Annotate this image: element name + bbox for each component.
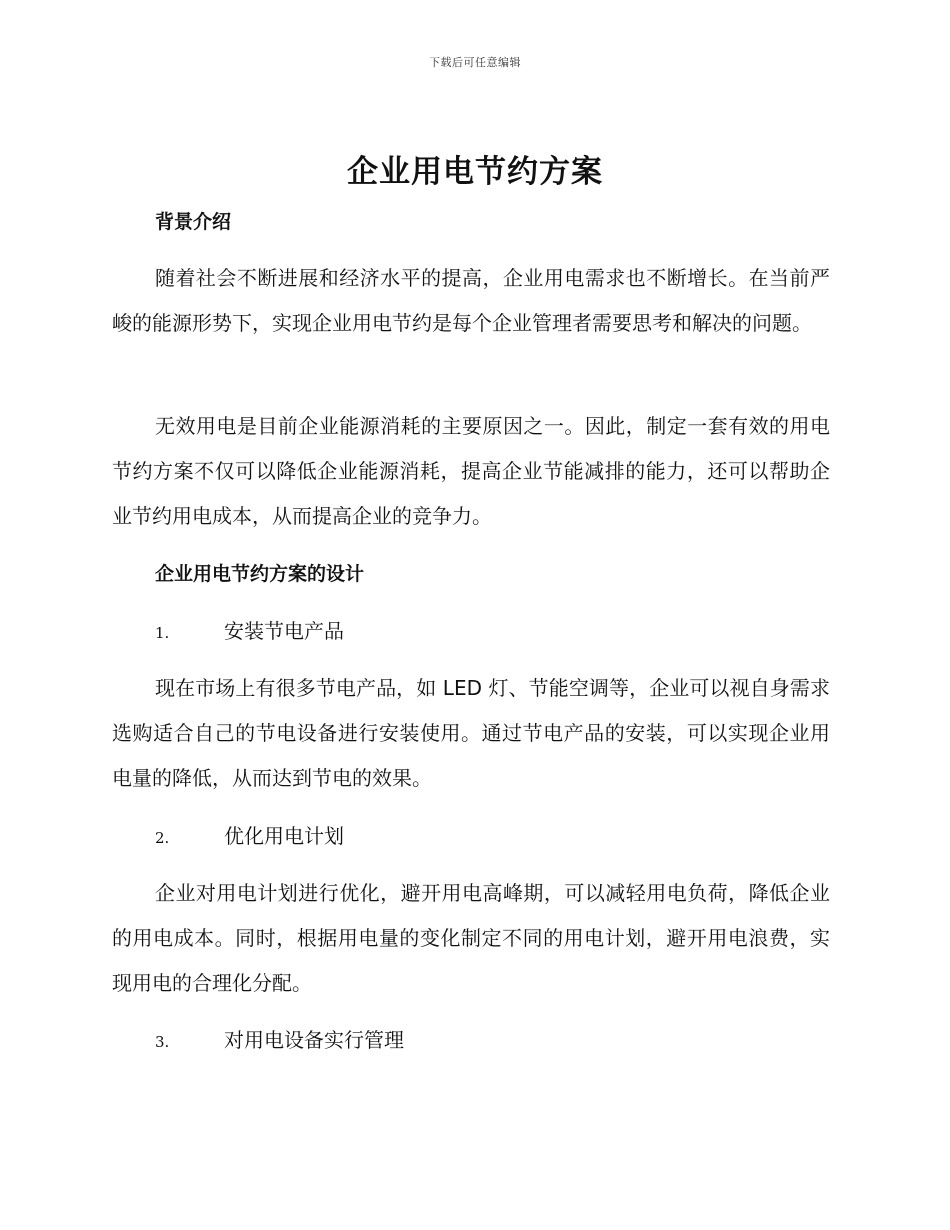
- list-item-number: 1.: [155, 624, 170, 642]
- document-title: 企业用电节约方案: [347, 154, 603, 190]
- background-paragraph-2: 无效用电是目前企业能源消耗的主要原因之一。因此，制定一套有效的用电节约方案不仅可以降低企业能源消耗，提高企业节能减排的能力，还可以帮助企业节约用电成本，从而提高企业的竞争力。: [112, 414, 830, 528]
- item-1-paragraph: 现在市场上有很多节电产品，如 LED 灯、节能空调等，企业可以视自身需求选购适合自己的节电设备进行安装使用。通过节电产品的安装，可以实现企业用电量的降低，从而达到节电的效果。: [112, 676, 830, 790]
- background-paragraph-1: 随着社会不断进展和经济水平的提高，企业用电需求也不断增长。在当前严峻的能源形势下，实现企业用电节约是每个企业管理者需要思考和解决的问题。: [112, 266, 830, 335]
- page-header-note: 下载后可任意编辑: [429, 56, 521, 69]
- section-heading-design: 企业用电节约方案的设计: [155, 563, 365, 585]
- list-item-number: 3.: [155, 1033, 170, 1051]
- list-item-label: 安装节电产品: [224, 619, 344, 643]
- list-item-label: 对用电设备实行管理: [224, 1028, 404, 1052]
- item-2-paragraph: 企业对用电计划进行优化，避开用电高峰期，可以减轻用电负荷，降低企业的用电成本。同时，根据用电量的变化制定不同的用电计划，避开用电浪费，实现用电的合理化分配。: [112, 881, 830, 995]
- list-item-2: [155, 821, 344, 851]
- list-item-number: 2.: [155, 829, 170, 847]
- list-item-label: 优化用电计划: [224, 824, 344, 848]
- list-item-1: [155, 616, 344, 646]
- section-heading-background: 背景介绍: [155, 211, 232, 233]
- list-item-3: [155, 1025, 404, 1055]
